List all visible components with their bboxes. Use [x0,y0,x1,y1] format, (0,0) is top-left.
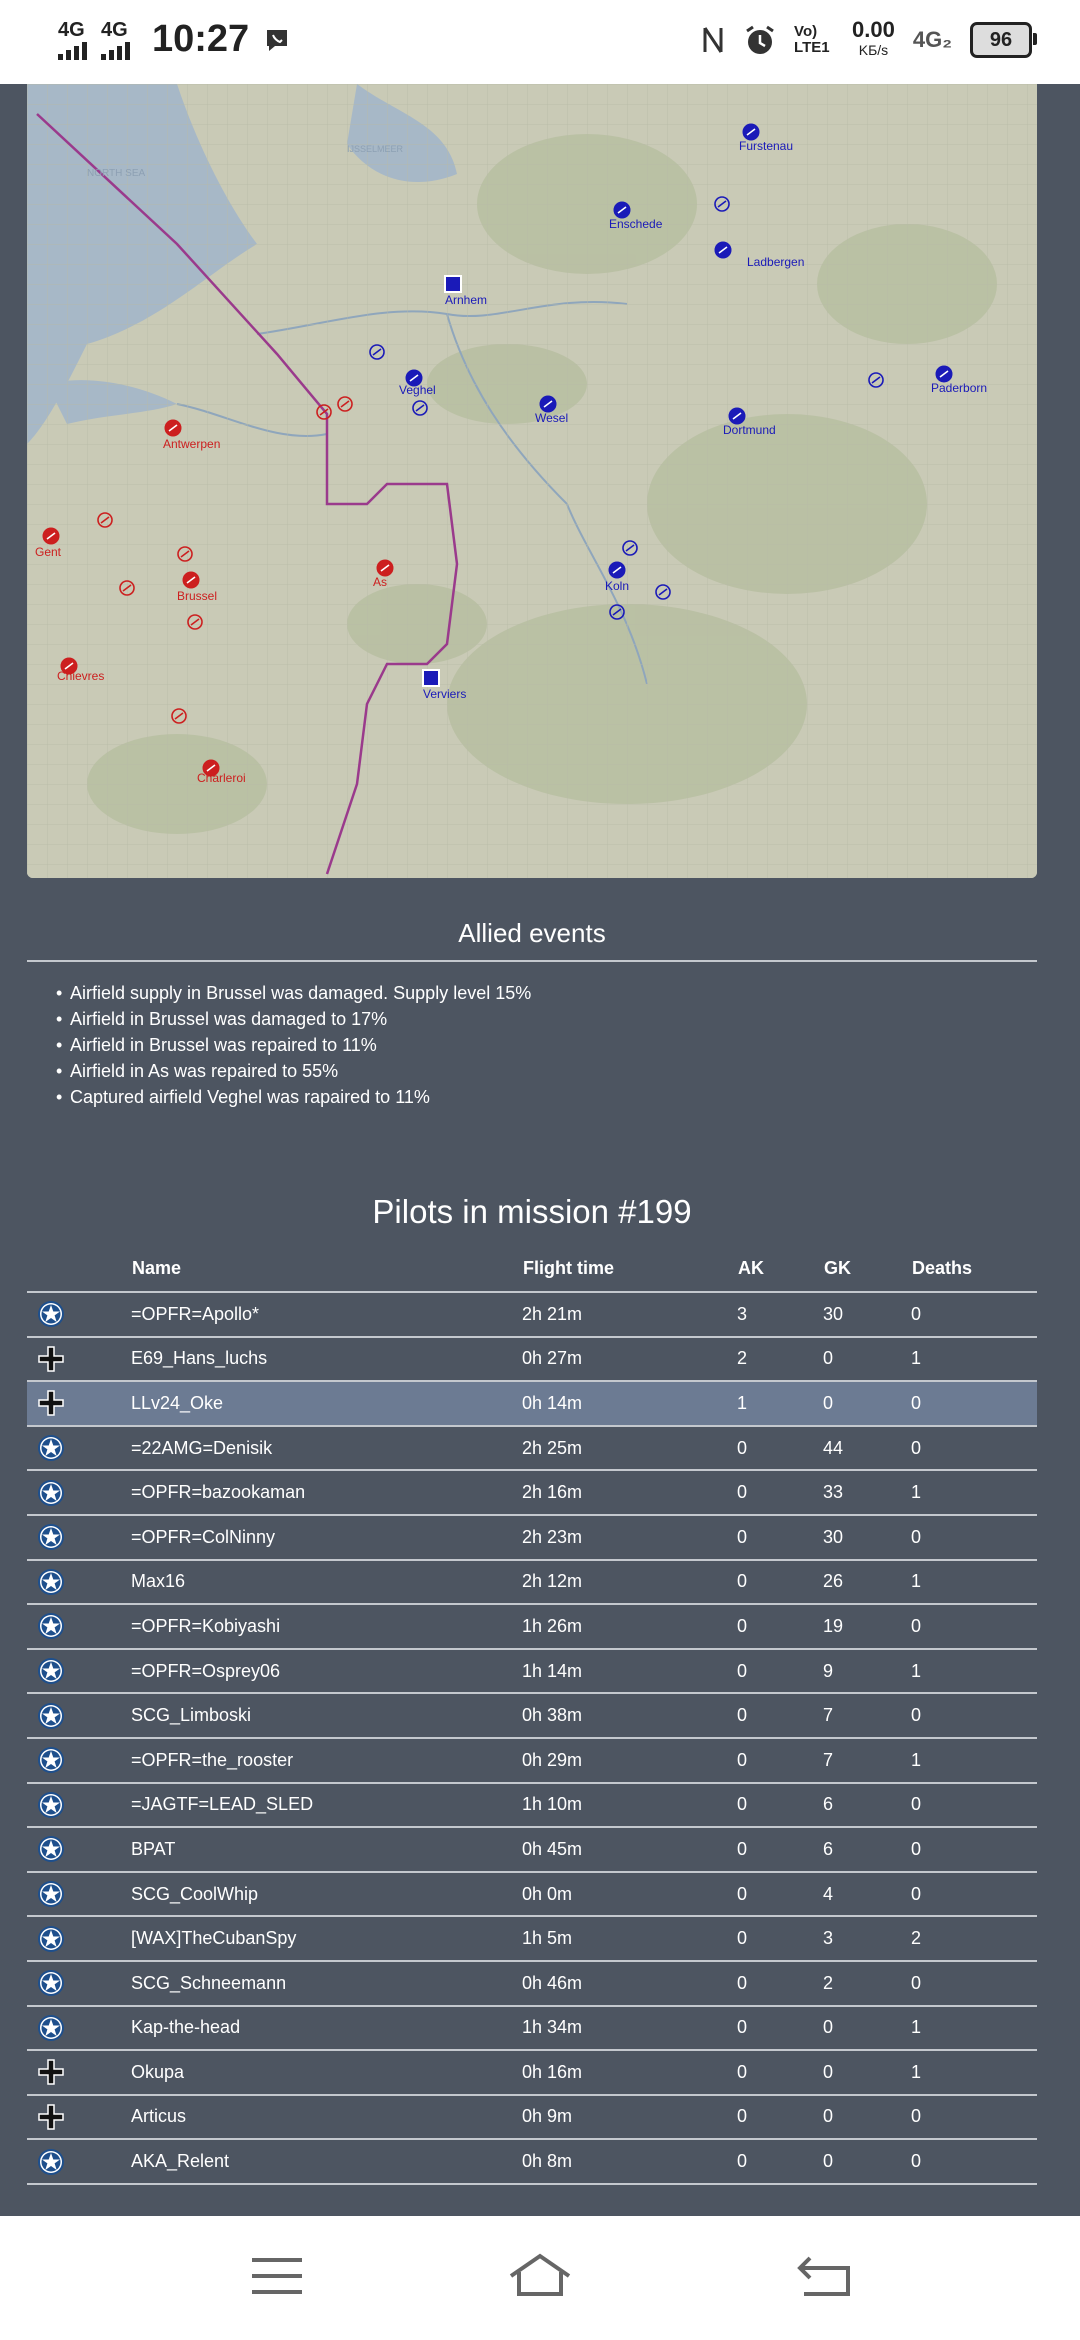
flight-time: 2h 21m [522,1292,737,1337]
network-type-2: 4G [101,18,128,41]
table-row[interactable] [27,2006,1037,2051]
pilot-name[interactable]: Max16 [131,1560,522,1605]
gk-value: 7 [823,1693,911,1738]
deaths-value: 0 [911,1827,1037,1872]
table-row[interactable] [27,1381,1037,1426]
gk-value: 2 [823,1961,911,2006]
deaths-value: 0 [911,1381,1037,1426]
star-icon [37,2148,65,2176]
flight-time: 2h 23m [522,1515,737,1560]
pilot-name[interactable]: Okupa [131,2050,522,2095]
column-flight-time[interactable]: Flight time [522,1246,737,1292]
side-cell [27,1470,131,1515]
flight-time: 1h 10m [522,1783,737,1828]
table-row[interactable] [27,2050,1037,2095]
menu-icon[interactable] [242,2246,312,2306]
ak-value: 2 [737,1337,823,1382]
signal-2 [101,20,130,60]
deaths-value: 0 [911,1292,1037,1337]
flight-time: 1h 14m [522,1649,737,1694]
table-row[interactable] [27,1961,1037,2006]
pilot-name[interactable]: =22AMG=Denisik [131,1426,522,1471]
side-cell [27,1827,131,1872]
deaths-value: 1 [911,1470,1037,1515]
deaths-value: 1 [911,1649,1037,1694]
side-cell [27,1961,131,2006]
pilot-name[interactable]: BPAT [131,1827,522,1872]
ak-value: 0 [737,1872,823,1917]
pilot-name[interactable]: SCG_Schneemann [131,1961,522,2006]
star-icon [37,1479,65,1507]
gk-value: 0 [823,2050,911,2095]
gk-value: 0 [823,2095,911,2140]
side-cell [27,1916,131,1961]
deaths-value: 0 [911,1693,1037,1738]
table-header-row [27,1246,1037,1292]
ak-value: 0 [737,1961,823,2006]
gk-value: 3 [823,1916,911,1961]
gk-value: 0 [823,1381,911,1426]
map-label-brussel: Brussel [177,589,218,603]
star-icon [37,1702,65,1730]
flight-time: 2h 25m [522,1426,737,1471]
table-row[interactable] [27,1426,1037,1471]
volte-indicator: Vo) LTE1 [794,23,830,56]
deaths-value: 1 [911,2006,1037,2051]
column-gk[interactable]: GK [823,1246,911,1292]
ak-value: 3 [737,1292,823,1337]
star-icon [37,1657,65,1685]
map-label-furstenau: Furstenau [739,139,794,153]
ak-value: 0 [737,1515,823,1560]
table-row[interactable] [27,1560,1037,1605]
network-type-3: 4G₂ [912,27,952,52]
pilot-name[interactable]: =OPFR=Kobiyashi [131,1604,522,1649]
alarm-icon [744,24,776,56]
cross-icon [37,1345,65,1373]
pilots-table [27,1246,1037,2185]
column-side [27,1246,131,1292]
gk-value: 30 [823,1515,911,1560]
clock: 10:27 [152,18,250,60]
table-row[interactable] [27,1693,1037,1738]
ak-value: 0 [737,1426,823,1471]
map-label-veghel: Veghel [399,383,436,397]
star-icon [37,1969,65,1997]
flight-time: 0h 38m [522,1693,737,1738]
pilot-name[interactable]: =OPFR=Osprey06 [131,1649,522,1694]
table-row[interactable] [27,1470,1037,1515]
flight-time: 0h 29m [522,1738,737,1783]
column-deaths[interactable]: Deaths [911,1246,1037,1292]
event-item: • Captured airfield Veghel was rapaired to 11% [70,1084,531,1110]
side-cell [27,1560,131,1605]
pilot-name[interactable]: =OPFR=Apollo* [131,1292,522,1337]
side-cell [27,1693,131,1738]
side-cell [27,1783,131,1828]
pilot-name[interactable]: =JAGTF=LEAD_SLED [131,1783,522,1828]
star-icon [37,1835,65,1863]
map-label-chievres: Chievres [57,669,105,683]
gk-value: 0 [823,1337,911,1382]
star-icon [37,1791,65,1819]
ak-value: 0 [737,1649,823,1694]
side-cell [27,1604,131,1649]
table-row[interactable] [27,1649,1037,1694]
map-label-antwerpen: Antwerpen [163,437,221,451]
side-cell [27,1515,131,1560]
pilot-name[interactable]: SCG_CoolWhip [131,1872,522,1917]
column-name[interactable]: Name [131,1246,522,1292]
pilot-name[interactable]: [WAX]TheCubanSpy [131,1916,522,1961]
side-cell [27,1872,131,1917]
ak-value: 1 [737,1381,823,1426]
table-row[interactable] [27,1337,1037,1382]
map-label-gent: Gent [35,545,62,559]
deaths-value: 1 [911,1337,1037,1382]
map-label-as: As [373,575,388,589]
table-row[interactable] [27,1916,1037,1961]
ak-value: 0 [737,1693,823,1738]
star-icon [37,1300,65,1328]
flight-time: 2h 12m [522,1560,737,1605]
event-item: • Airfield in As was repaired to 55% [70,1058,531,1084]
allied-events-list [70,980,531,1110]
nfc-icon [700,24,726,56]
side-cell [27,1381,131,1426]
side-cell [27,1649,131,1694]
status-bar [0,0,1080,84]
deaths-value: 2 [911,1916,1037,1961]
signal-bars-icon [101,40,130,60]
star-icon [37,1434,65,1462]
flight-time: 0h 14m [522,1381,737,1426]
deaths-value: 1 [911,1738,1037,1783]
flight-time: 0h 27m [522,1337,737,1382]
pilot-name[interactable]: =OPFR=ColNinny [131,1515,522,1560]
flight-time: 0h 9m [522,2095,737,2140]
pilot-name[interactable]: AKA_Relent [131,2139,522,2184]
home-icon[interactable] [505,2246,575,2306]
network-speed [852,17,895,60]
gk-value: 19 [823,1604,911,1649]
pilot-name[interactable]: SCG_Limboski [131,1693,522,1738]
cross-icon [37,2103,65,2131]
deaths-value: 1 [911,2050,1037,2095]
allied-events-title: Allied events [458,918,606,948]
gk-value: 44 [823,1426,911,1471]
gk-value: 6 [823,1827,911,1872]
hq-icon[interactable] [445,276,461,292]
ak-value: 0 [737,1783,823,1828]
pilot-name[interactable]: E69_Hans_luchs [131,1337,522,1382]
ak-value: 0 [737,1470,823,1515]
navigation-bar [0,2216,1080,2340]
gk-value: 7 [823,1738,911,1783]
gk-value: 6 [823,1783,911,1828]
side-cell [27,1292,131,1337]
deaths-value: 0 [911,1961,1037,2006]
deaths-value: 0 [911,1426,1037,1471]
network-type-1: 4G [58,18,85,41]
flight-time: 1h 26m [522,1604,737,1649]
side-cell [27,1738,131,1783]
map-label-enschede: Enschede [609,217,663,231]
map-label-koln: Koln [605,579,630,593]
star-icon [37,1612,65,1640]
side-cell [27,2050,131,2095]
map-label-arnhem: Arnhem [445,293,488,307]
deaths-value: 0 [911,1872,1037,1917]
pilot-name[interactable]: =OPFR=the_rooster [131,1738,522,1783]
flight-time: 2h 16m [522,1470,737,1515]
ak-value: 0 [737,1827,823,1872]
ak-value: 0 [737,2006,823,2051]
flight-time: 0h 8m [522,2139,737,2184]
table-row[interactable] [27,1738,1037,1783]
flight-time: 0h 45m [522,1827,737,1872]
gk-value: 33 [823,1470,911,1515]
pilot-name[interactable]: Articus [131,2095,522,2140]
table-row[interactable] [27,1292,1037,1337]
map-label-wesel: Wesel [535,411,569,425]
battery-icon [970,22,1032,58]
star-icon [37,1880,65,1908]
star-icon [37,1746,65,1774]
ak-value: 0 [737,1916,823,1961]
map-canvas[interactable] [27,84,1037,878]
viber-icon [263,26,291,54]
gk-value: 4 [823,1872,911,1917]
signal-1 [58,20,87,60]
battery-level: 96 [989,28,1013,51]
star-icon [37,2014,65,2042]
gk-value: 26 [823,1560,911,1605]
ak-value: 0 [737,1604,823,1649]
speed-unit: KБ/s [858,42,889,58]
deaths-value: 0 [911,2095,1037,2140]
ak-value: 0 [737,1560,823,1605]
cross-icon [37,2058,65,2086]
flight-time: 0h 46m [522,1961,737,2006]
side-cell [27,1426,131,1471]
gk-value: 0 [823,2006,911,2051]
table-row[interactable] [27,1783,1037,1828]
table-row[interactable] [27,1515,1037,1560]
pilot-name[interactable]: =OPFR=bazookaman [131,1470,522,1515]
gk-value: 9 [823,1649,911,1694]
deaths-value: 0 [911,1604,1037,1649]
speed-value: 0.00 [852,17,895,42]
side-cell [27,2006,131,2051]
column-ak[interactable]: AK [737,1246,823,1292]
cross-icon [37,1389,65,1417]
deaths-value: 0 [911,1515,1037,1560]
ak-value: 0 [737,2095,823,2140]
map-label-lake: IJSSELMEER [347,144,404,154]
table-row[interactable] [27,2139,1037,2184]
side-cell [27,2095,131,2140]
gk-value: 30 [823,1292,911,1337]
ak-value: 0 [737,1738,823,1783]
pilot-name[interactable]: LLv24_Oke [131,1381,522,1426]
mission-map[interactable] [27,84,1037,878]
events-divider [27,960,1037,962]
map-label-paderborn: Paderborn [931,381,988,395]
back-icon[interactable] [790,2246,860,2306]
side-cell [27,2139,131,2184]
table-row[interactable] [27,1872,1037,1917]
table-row[interactable] [27,1604,1037,1649]
flight-time: 1h 34m [522,2006,737,2051]
ak-value: 0 [737,2050,823,2095]
hq-icon[interactable] [423,670,439,686]
ak-value: 0 [737,2139,823,2184]
star-icon [37,1523,65,1551]
event-item: • Airfield in Brussel was repaired to 11% [70,1032,531,1058]
star-icon [37,1568,65,1596]
event-item: • Airfield supply in Brussel was damaged. Supply level 15% [70,980,531,1006]
side-cell [27,1337,131,1382]
map-label-dortmund: Dortmund [723,423,776,437]
map-label-charleroi: Charleroi [197,771,246,785]
map-label-ladbergen: Ladbergen [747,255,805,269]
signal-bars-icon [58,40,87,60]
map-label-verviers: Verviers [423,687,467,701]
flight-time: 0h 0m [522,1872,737,1917]
deaths-value: 0 [911,2139,1037,2184]
deaths-value: 1 [911,1560,1037,1605]
gk-value: 0 [823,2139,911,2184]
pilot-name[interactable]: Kap-the-head [131,2006,522,2051]
map-label-sea: NORTH SEA [87,168,146,179]
flight-time: 1h 5m [522,1916,737,1961]
table-row[interactable] [27,1827,1037,1872]
event-item: • Airfield in Brussel was damaged to 17% [70,1006,531,1032]
flight-time: 0h 16m [522,2050,737,2095]
deaths-value: 0 [911,1783,1037,1828]
star-icon [37,1925,65,1953]
table-row[interactable] [27,2095,1037,2140]
pilots-title: Pilots in mission #199 [372,1193,692,1230]
